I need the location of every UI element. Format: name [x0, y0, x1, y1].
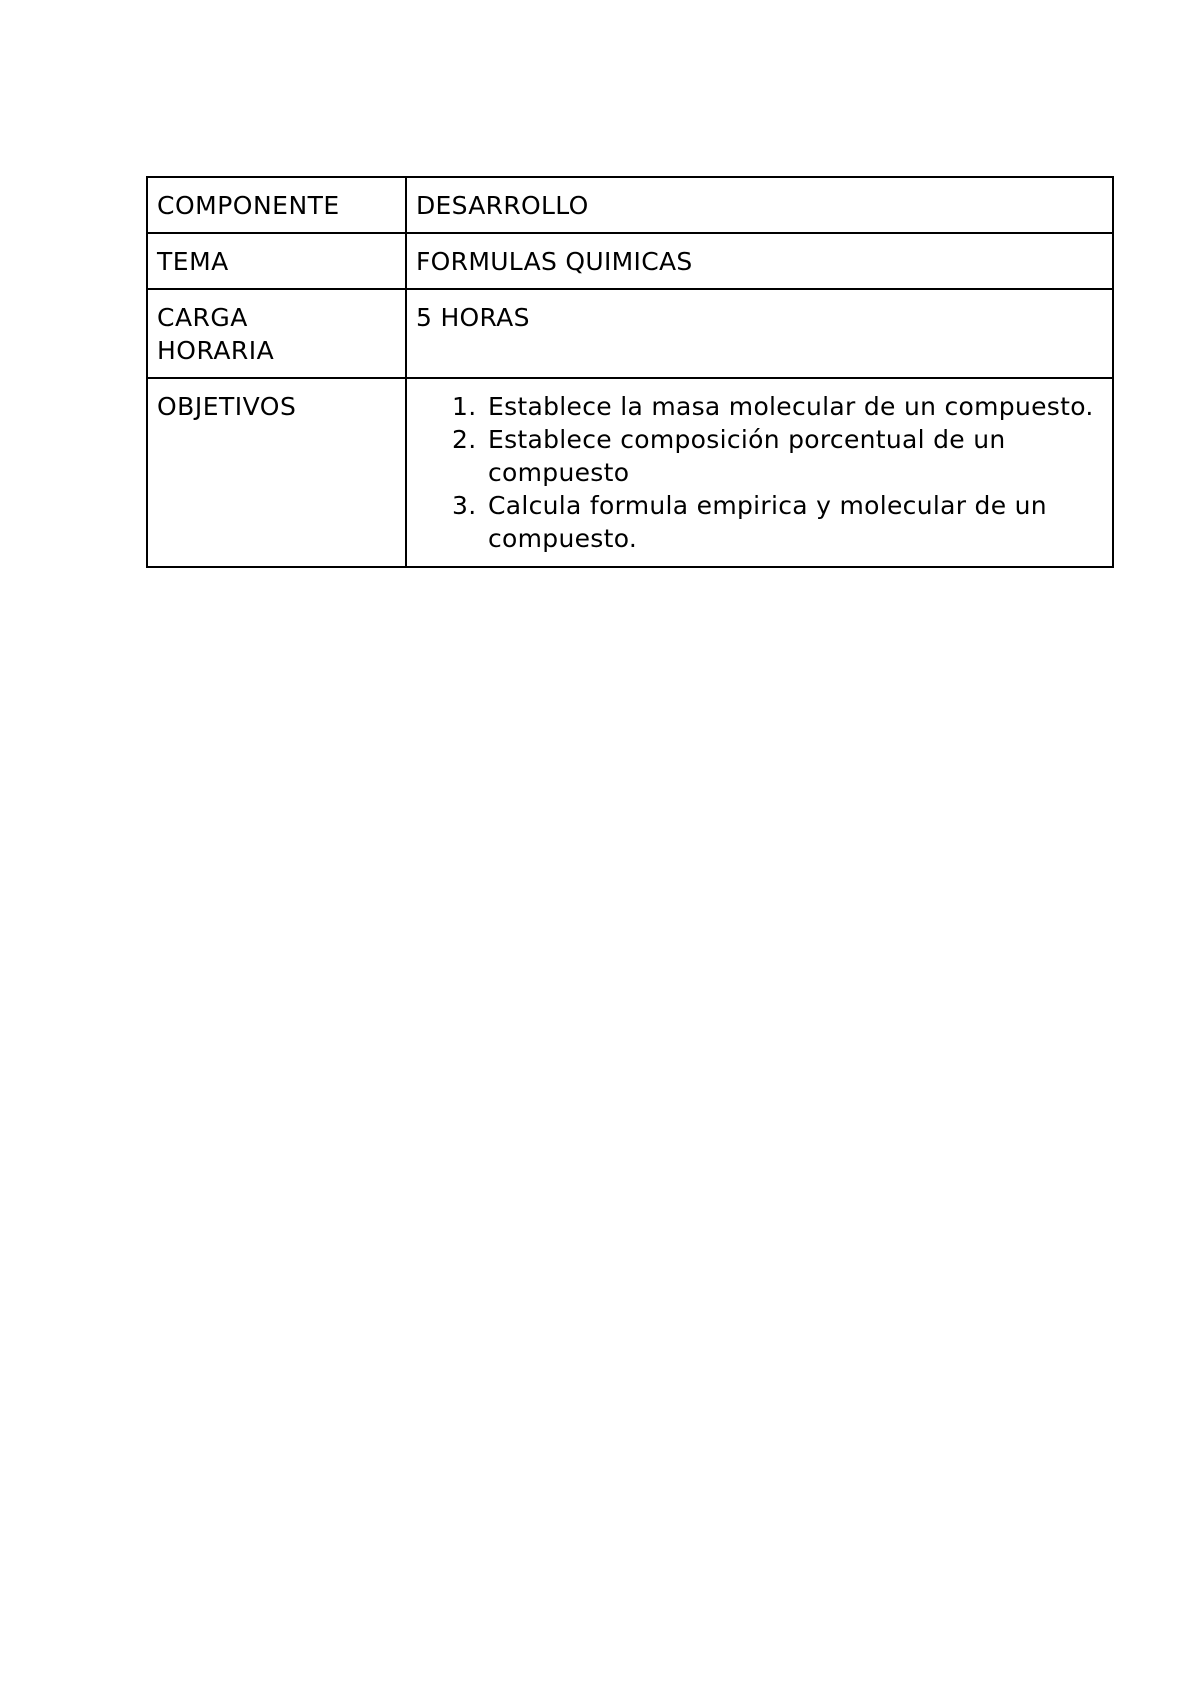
carga-horaria-label-line1: CARGA: [157, 303, 248, 332]
table-row-componente: [147, 177, 1113, 233]
course-info-table: [146, 176, 1114, 568]
objetivos-label: OBJETIVOS: [147, 378, 406, 567]
componente-value: DESARROLLO: [406, 177, 1113, 233]
tema-label: TEMA: [147, 233, 406, 289]
tema-value: FORMULAS QUIMICAS: [406, 233, 1113, 289]
carga-horaria-label-line2: HORARIA: [157, 336, 275, 365]
objective-item: Calcula formula empirica y molecular de un compuesto.: [488, 491, 1047, 553]
table-row-objetivos: [147, 378, 1113, 567]
objetivos-value: [406, 378, 1113, 567]
componente-label: COMPONENTE: [147, 177, 406, 233]
carga-horaria-value: 5 HORAS: [406, 289, 1113, 378]
objectives-list: [416, 390, 1102, 555]
carga-horaria-label: [147, 289, 406, 378]
table-row-tema: [147, 233, 1113, 289]
table-row-carga-horaria: [147, 289, 1113, 378]
objective-item: Establece composición porcentual de un compuesto: [488, 425, 1006, 487]
objective-item: Establece la masa molecular de un compuesto.: [488, 392, 1094, 421]
